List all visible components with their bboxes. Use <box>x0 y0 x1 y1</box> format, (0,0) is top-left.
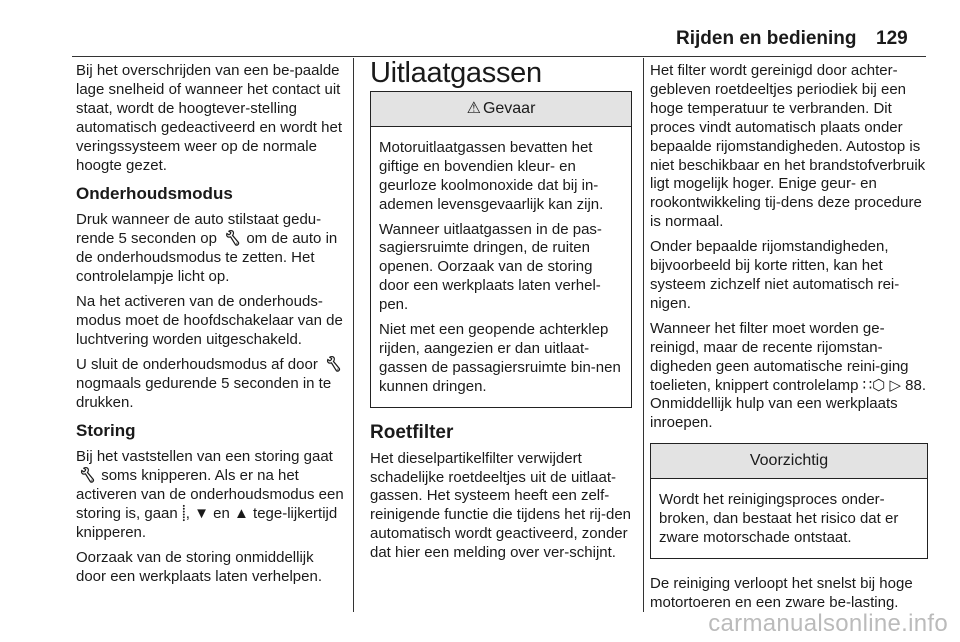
warning-paragraph-2: Wanneer uitlaatgassen in de pas-sagiersruimte dringen, de ruiten openen. Oorzaak van de storing door een werkplaats laten verhel-pen. <box>379 220 602 314</box>
arrow-up-icon: ▲ <box>234 505 249 523</box>
paragraph-reiniging-snel: De reiniging verloopt het snelst bij hoge motortoeren en een zware be-lasting. <box>650 574 913 611</box>
caution-paragraph: Wordt het reinigingsproces onder-broken, dan bestaat het risico dat er zware motorschade ontstaat. <box>659 491 899 547</box>
warning-paragraph-1: Motoruitlaatgassen bevatten het giftige en bovendien kleur- en geurloze koolmonoxide dat bij in-ademen levensgevaarlijk kan zijn. <box>379 138 604 213</box>
storing-text-4: tege-lijkertijd knipperen. <box>76 505 338 541</box>
druk-text-2: om de auto in de onderhoudsmodus te zetten. Het controlelampje licht op. <box>76 230 338 286</box>
wrench-icon: 🔧︎ <box>77 467 97 485</box>
storing-text-3: en <box>213 505 230 523</box>
header-title: Rijden en bediening <box>676 28 857 49</box>
warning-triangle-icon: ⚠︎ <box>466 99 481 117</box>
paragraph-usluit <box>76 356 344 413</box>
paragraph-controlelamp <box>650 320 928 433</box>
paragraph-oorzaak: Oorzaak van de storing onmiddellijk door een werkplaats laten verhelpen. <box>76 548 322 585</box>
caution-body <box>651 479 927 558</box>
diesel-filter-icon: ∷⬡ <box>862 376 886 394</box>
heading-uitlaatgassen: Uitlaatgassen <box>370 57 542 89</box>
intro-paragraph: Bij het overschrijden van een be-paalde lage snelheid of wanneer het contact uit staat, wordt de hoogtever-stelling automatisch gedeactiveerd en wordt het veringssysteem weer op de normale hoogte gezet. <box>76 62 342 174</box>
paragraph-roetfilter: Het dieselpartikelfilter verwijdert schadelijke roetdeeltjes uit de uitlaat-gassen. Het systeem heeft een zelf-reinigende functie die tijdens het rij-den automatisch wordt geactiveerd, zonder dat hier een melding over ver-schijnt. <box>370 449 631 562</box>
heading-roetfilter: Roetfilter <box>370 421 454 443</box>
usluit-text-1: U sluit de onderhoudsmodus af door <box>76 355 318 373</box>
arrow-down-icon: ▼ <box>194 505 209 523</box>
warning-title-text: Gevaar <box>482 99 536 117</box>
paragraph-na: Na het activeren van de onderhouds-modus moet de hoofdschakelaar van de luchtvering worden uitgeschakeld. <box>76 292 343 348</box>
warning-body <box>371 127 631 407</box>
usluit-text-2: nogmaals gedurende 5 seconden in te drukken. <box>76 374 332 411</box>
page-ref-arrow-icon: ▷ <box>889 376 901 394</box>
column-divider-1 <box>353 58 354 612</box>
druk-text-1: Druk wanneer de auto stilstaat gedu-rende 5 seconden op <box>76 211 322 248</box>
caution-title: Voorzichtig <box>651 444 927 479</box>
paragraph-rijomstandigheden: Onder bepaalde rijomstandigheden, bijvoorbeeld bij korte ritten, kan het systeem zichzelf niet automatisch rei-nigen. <box>650 238 900 312</box>
storing-text-2: soms knipperen. Als er na het activeren van de onderhoudsmodus een storing is, gaan <box>76 467 344 523</box>
suspension-icon: ⸽ <box>181 505 186 523</box>
page-number: 129 <box>876 28 908 49</box>
column-3 <box>650 62 928 619</box>
caution-box <box>650 443 928 559</box>
column-2 <box>370 57 632 569</box>
paragraph-druk <box>76 211 344 287</box>
warning-title <box>371 92 631 127</box>
column-1 <box>76 62 344 593</box>
controlelamp-text-1: Wanneer het filter moet worden ge-reinigd, maar de recente rijomstan-digheden geen automatische reini-ging toelieten, knippert controlelamp <box>650 319 909 394</box>
warning-box <box>370 91 632 408</box>
storing-text-1: Bij het vaststellen van een storing gaat <box>76 448 333 466</box>
column-divider-2 <box>643 58 644 612</box>
page-reference[interactable]: 88 <box>905 376 922 394</box>
paragraph-storing: Bij het vaststellen van een storing gaat 🔧︎ soms knipperen. Als er na het activeren van de onderhoudsmodus een storing is, gaan ⸽, ▼ en ▲ tege-lijkertijd knipperen. <box>76 448 344 541</box>
watermark: carmanualsonline.info <box>708 610 948 637</box>
heading-onderhoudsmodus: Onderhoudsmodus <box>76 184 233 204</box>
heading-storing: Storing <box>76 421 136 441</box>
wrench-icon: 🔧︎ <box>222 230 242 248</box>
paragraph-filter-reiniging: Het filter wordt gereinigd door achter-gebleven roetdeeltjes periodiek bij een hoge temperatuur te verbranden. Dit proces vindt automatisch plaats onder bepaalde rijomstandigheden. Autostop is niet beschikbaar en het brandstofverbruik ligt mogelijk hoger. Enige geur- en rookontwikkeling tij-dens deze procedure is normaal. <box>650 62 926 231</box>
warning-paragraph-3: Niet met een geopende achterklep rijden, aangezien er dan uitlaat-gassen de passagiersruimte bin-nen kunnen dringen. <box>379 321 621 395</box>
wrench-icon: 🔧︎ <box>323 355 343 373</box>
controlelamp-text-2: . Onmiddellijk hulp van een werkplaats inroepen. <box>650 376 927 432</box>
